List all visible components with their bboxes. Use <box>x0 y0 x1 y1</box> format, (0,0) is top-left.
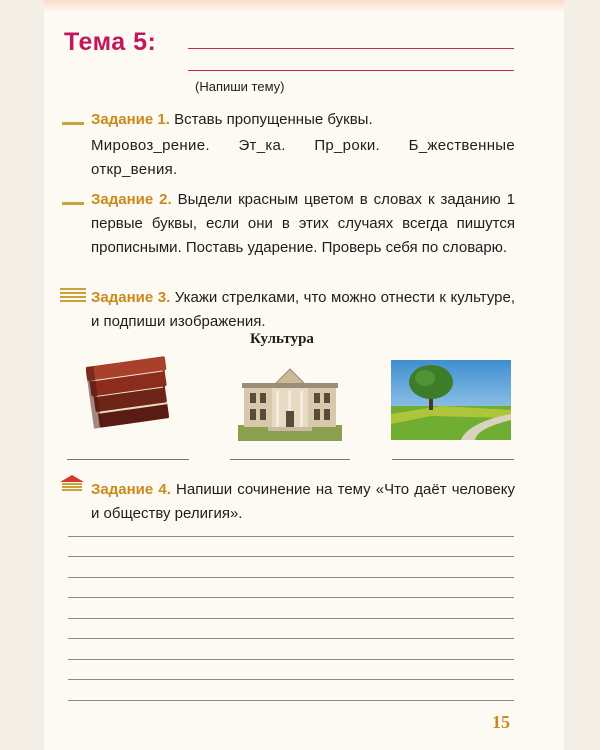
task-1-label: Задание 1. <box>91 111 170 128</box>
caption-line-books[interactable] <box>67 459 189 460</box>
theme-hint: (Напиши тему) <box>195 79 285 94</box>
task-3-marker-icon <box>60 288 86 302</box>
task-4-label: Задание 4. <box>91 481 171 498</box>
task-1-exercise[interactable]: Мировоз_рение. Эт_ка. Пр_роки. Б_жественные откр_вения. <box>91 137 515 178</box>
landscape-image[interactable] <box>391 360 511 440</box>
task-2-label: Задание 2. <box>91 191 172 208</box>
task-4-marker-icon <box>58 474 86 492</box>
task-1-instruction: Вставь пропущенные буквы. <box>174 111 373 128</box>
task-3-instruction: Укажи стрелками, что можно отнести к культуре, и подпиши изображения. <box>91 289 515 330</box>
top-decoration <box>44 0 564 12</box>
theme-title: Тема 5: <box>64 28 157 56</box>
writing-line[interactable] <box>68 659 514 660</box>
task-2-marker-icon <box>62 202 84 205</box>
books-image[interactable] <box>86 355 178 440</box>
page-number: 15 <box>492 712 510 732</box>
writing-line[interactable] <box>68 577 514 578</box>
theme-answer-line-2[interactable] <box>188 70 514 71</box>
writing-line[interactable] <box>68 597 514 598</box>
task-2 <box>91 188 515 260</box>
writing-line[interactable] <box>68 618 514 619</box>
task-2-instruction: Выдели красным цветом в словах к заданию 1 первые буквы, если они в этих случаях всегда пишутся прописными. Поставь ударение. Проверь себя по словарю. <box>91 191 515 256</box>
caption-line-landscape[interactable] <box>392 459 514 460</box>
task-1-marker-icon <box>62 122 84 125</box>
caption-line-mansion[interactable] <box>230 459 350 460</box>
task-3 <box>91 286 515 334</box>
writing-line[interactable] <box>68 638 514 639</box>
theme-answer-line-1[interactable] <box>188 48 514 49</box>
writing-line[interactable] <box>68 679 514 680</box>
task-4 <box>91 478 515 526</box>
culture-word: Культура <box>250 331 314 347</box>
writing-line[interactable] <box>68 700 514 701</box>
task-4-instruction: Напиши сочинение на тему «Что даёт человеку и обществу религия». <box>91 481 516 522</box>
writing-line[interactable] <box>68 556 514 557</box>
task-1 <box>91 108 515 132</box>
mansion-image[interactable] <box>238 355 342 441</box>
task-3-label: Задание 3. <box>91 289 171 306</box>
writing-line[interactable] <box>68 536 514 537</box>
